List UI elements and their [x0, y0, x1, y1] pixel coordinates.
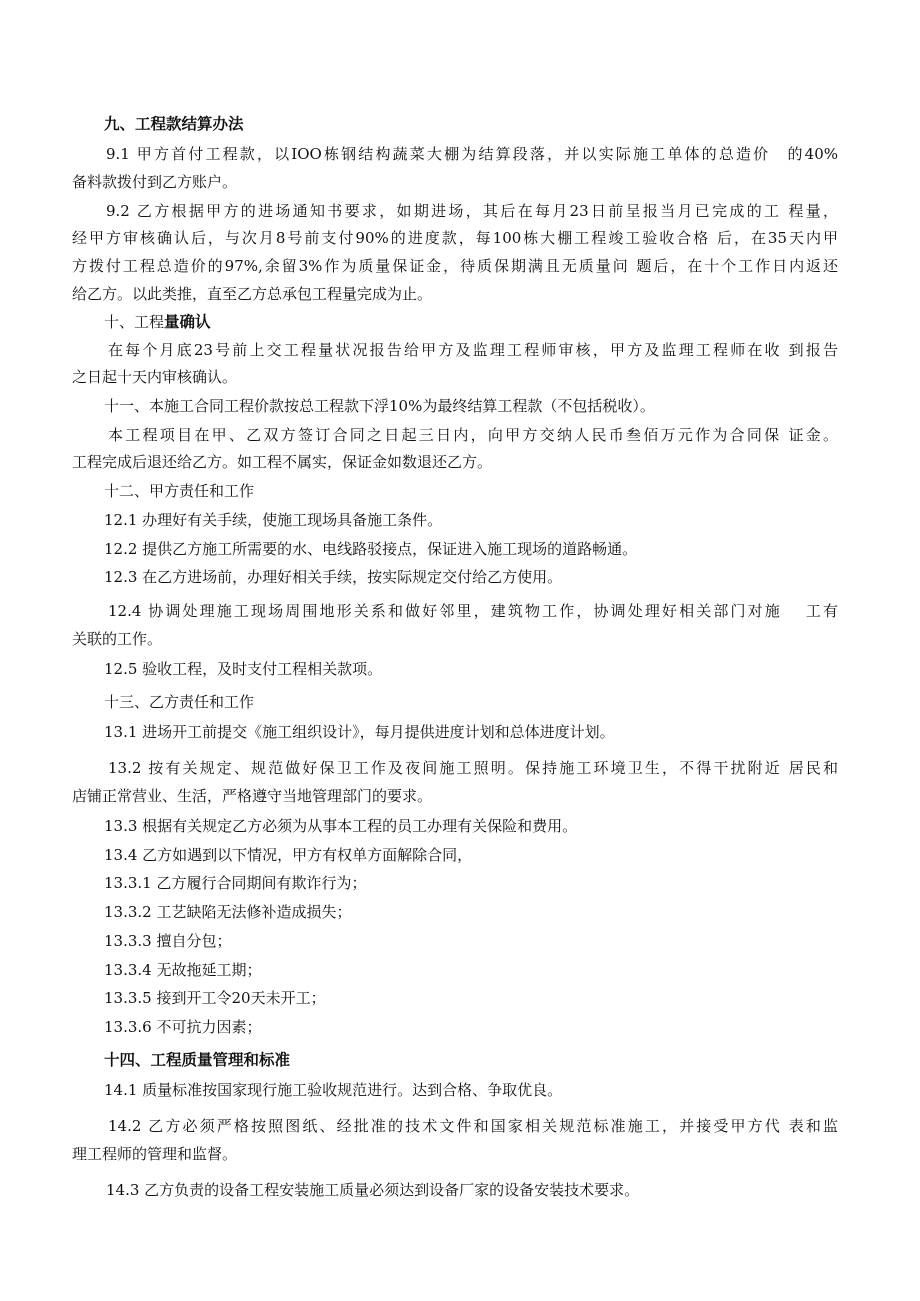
clause-14-2-line2: 理工程师的管理和监督。	[72, 1145, 238, 1163]
section-heading-13: 十三、乙方责任和工作	[104, 693, 255, 711]
clause-12-5: 12.5 验收工程，及时支付工程相关款项。	[104, 660, 383, 678]
section-11-para-line1: 本工程项目在甲、乙双方签订合同之日起三日内，向甲方交纳人民币叁佰万元作为合同保 证金。	[108, 426, 838, 444]
clause-9-1-line2: 备料款拨付到乙方账户。	[72, 173, 238, 191]
section-heading-10-part-a: 十、工程	[104, 313, 165, 331]
clause-13-3-3: 13.3.3 擅自分包；	[104, 932, 232, 950]
clause-13-3: 13.3 根据有关规定乙方必须为从事本工程的员工办理有关保险和费用。	[104, 817, 578, 835]
clause-13-3-5: 13.3.5 接到开工令20天未开工；	[104, 989, 326, 1007]
clause-9-2-line3: 方拨付工程总造价的97%,余留3%作为质量保证金，待质保期满且无质量问 题后，在十个工作日内返还	[72, 257, 838, 275]
clause-13-3-6: 13.3.6 不可抗力因素；	[104, 1018, 262, 1036]
clause-13-3-4: 13.3.4 无故拖延工期；	[104, 961, 262, 979]
section-heading-9: 九、工程款结算办法	[104, 115, 244, 133]
clause-14-1: 14.1 质量标准按国家现行施工验收规范进行。达到合格、争取优良。	[104, 1081, 563, 1099]
clause-12-4-line2: 关联的工作。	[72, 630, 163, 648]
clause-14-3: 14.3 乙方负责的设备工程安装施工质量必须达到设备厂家的设备安装技术要求。	[106, 1181, 640, 1199]
section-heading-12: 十二、甲方责任和工作	[104, 482, 255, 500]
clause-13-4: 13.4 乙方如遇到以下情况，甲方有权单方面解除合同，	[104, 846, 473, 864]
section-11-para-line2: 工程完成后退还给乙方。如工程不属实，保证金如数退还乙方。	[72, 453, 493, 471]
section-heading-10-part-b: 量确认	[164, 313, 211, 331]
clause-13-2-line1: 13.2 按有关规定、规范做好保卫工作及夜间施工照明。保持施工环境卫生，不得干扰附近 居民和	[108, 759, 838, 777]
section-10-line1: 在每个月底23号前上交工程量状况报告给甲方及监理工程师审核，甲方及监理工程师在收 到报告	[108, 341, 838, 359]
clause-9-2-line2: 经甲方审核确认后，与次月8号前支付90%的进度款，每100栋大棚工程竣工验收合格 后，在35天内甲	[72, 229, 838, 247]
clause-12-1: 12.1 办理好有关手续，使施工现场具备施工条件。	[104, 511, 443, 529]
clause-13-3-1: 13.3.1 乙方履行合同期间有欺诈行为；	[104, 874, 367, 892]
clause-9-2-line1: 9.2 乙方根据甲方的进场通知书要求，如期进场，其后在每月23日前呈报当月已完成的工 程量，	[106, 202, 838, 220]
clause-12-4-line1: 12.4 协调处理施工现场周围地形关系和做好邻里，建筑物工作，协调处理好相关部门对施 工有	[108, 602, 838, 620]
clause-13-3-2: 13.3.2 工艺缺陷无法修补造成损失；	[104, 903, 352, 921]
clause-9-2-line4: 给乙方。以此类推，直至乙方总承包工程量完成为止。	[72, 285, 433, 303]
section-10-line2: 之日起十天内审核确认。	[72, 368, 238, 386]
section-11-line: 十一、本施工合同工程价款按总工程款下浮10%为最终结算工程款（不包括税收）。	[104, 397, 655, 415]
clause-13-1: 13.1 进场开工前提交《施工组织设计》，每月提供进度计划和总体进度计划。	[104, 723, 615, 741]
clause-9-1-line1: 9.1 甲方首付工程款，以IOO栋钢结构蔬菜大棚为结算段落，并以实际施工单体的总造价 的40%	[106, 145, 838, 163]
clause-14-2-line1: 14.2 乙方必须严格按照图纸、经批准的技术文件和国家相关规范标准施工，并接受甲方代 表和监	[108, 1117, 838, 1135]
section-heading-10	[104, 312, 876, 332]
section-heading-14: 十四、工程质量管理和标准	[104, 1051, 291, 1069]
clause-13-2-line2: 店铺正常营业、生活，严格遵守当地管理部门的要求。	[72, 787, 433, 805]
clause-12-2: 12.2 提供乙方施工所需要的水、电线路驳接点，保证进入施工现场的道路畅通。	[104, 540, 638, 558]
clause-12-3: 12.3 在乙方进场前，办理好相关手续，按实际规定交付给乙方使用。	[104, 568, 563, 586]
